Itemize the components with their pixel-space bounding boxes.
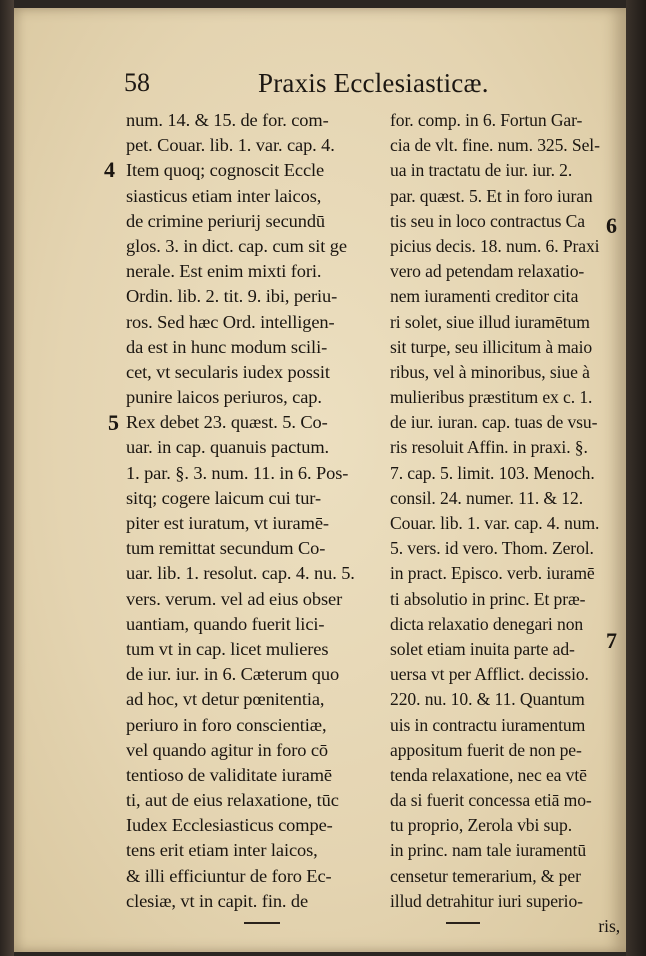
- left-text-column: [126, 108, 380, 914]
- text-line: num. 14. & 15. de for. com-: [126, 110, 329, 130]
- text-line: ros. Sed hæc Ord. intelligen-: [126, 311, 335, 332]
- text-line: Rex debet 23. quæst. 5. Co-: [126, 412, 328, 433]
- book-page: [14, 8, 626, 952]
- text-line: ribus, vel à minoribus, siue à: [390, 361, 590, 382]
- text-line: picius decis. 18. num. 6. Praxi: [390, 235, 600, 256]
- text-line: uantiam, quando fuerit lici-: [126, 613, 325, 634]
- text-line: de iur. iur. in 6. Cæterum quo: [126, 664, 340, 685]
- text-line: ua in tractatu de iur. iur. 2.: [390, 160, 573, 181]
- text-line: clesiæ, vt in capit. fin. de: [126, 890, 309, 911]
- text-line: tis seu in loco contractus Ca: [390, 210, 585, 231]
- text-line: vel quando agitur in foro cō: [126, 739, 328, 760]
- text-line: mulieribus præstitum ex c. 1.: [390, 387, 593, 408]
- text-line: vers. verum. vel ad eius obser: [126, 588, 343, 609]
- text-line: ti absolutio in princ. Et præ-: [390, 588, 586, 609]
- catchword: ris,: [598, 916, 620, 936]
- binding-gutter: [626, 0, 646, 956]
- margin-number-4: 4: [104, 157, 115, 182]
- text-line: siasticus etiam inter laicos,: [126, 185, 322, 206]
- text-line: par. quæst. 5. Et in foro iuran: [390, 185, 593, 206]
- text-line: cet, vt secularis iudex possit: [126, 361, 330, 382]
- text-line: solet etiam inuita parte ad-: [390, 638, 575, 659]
- right-text-column: [390, 108, 620, 939]
- text-line: 5. vers. id vero. Thom. Zerol.: [390, 538, 594, 559]
- text-line: sit turpe, seu illicitum à maio: [390, 336, 593, 357]
- text-line: ri solet, siue illud iuramētum: [390, 311, 590, 332]
- text-line: nem iuramenti creditor cita: [390, 286, 579, 307]
- margin-number-5: 5: [108, 410, 119, 435]
- text-line: consil. 24. numer. 11. & 12.: [390, 487, 583, 508]
- text-line: illud detrahitur iuri superio-: [390, 890, 583, 911]
- text-line: censetur temerarium, & per: [390, 865, 581, 886]
- text-line: Ordin. lib. 2. tit. 9. ibi, periu-: [126, 286, 338, 307]
- text-line: & illi efficiuntur de foro Ec-: [126, 865, 332, 886]
- text-line: 220. nu. 10. & 11. Quantum: [390, 689, 585, 710]
- text-line: da si fuerit concessa etiā mo-: [390, 790, 592, 811]
- text-line: tentioso de validitate iuramē: [126, 764, 332, 785]
- text-line: Couar. lib. 1. var. cap. 4. num.: [390, 513, 600, 533]
- margin-number-7: 7: [606, 628, 617, 653]
- text-line: Iudex Ecclesiasticus compe-: [126, 815, 333, 836]
- text-line: glos. 3. in dict. cap. cum sit ge: [126, 235, 347, 256]
- page-header: [14, 64, 626, 100]
- text-line: punire laicos periuros, cap.: [126, 387, 322, 408]
- text-line: vero ad petendam relaxatio-: [390, 261, 585, 282]
- text-line: nerale. Est enim mixti fori.: [126, 261, 322, 282]
- text-line: 1. par. §. 3. num. 11. in 6. Pos-: [126, 462, 349, 483]
- left-page-edge: [0, 0, 14, 956]
- text-line: ad hoc, vt detur pœnitentia,: [126, 689, 325, 710]
- text-line: cia de vlt. fine. num. 325. Sel-: [390, 135, 600, 156]
- text-line: tum remittat secundum Co-: [126, 538, 326, 559]
- text-line: tu proprio, Zerola vbi sup.: [390, 815, 573, 836]
- text-line: uar. in cap. quanuis pactum.: [126, 437, 330, 458]
- text-line: tum vt in cap. licet mulieres: [126, 638, 329, 659]
- text-line: de iur. iuran. cap. tuas de vsu-: [390, 412, 598, 433]
- text-line: da est in hunc modum scili-: [126, 336, 328, 357]
- text-line: ris resoluit Affin. in praxi. §.: [390, 437, 588, 458]
- text-line: uar. lib. 1. resolut. cap. 4. nu. 5.: [126, 563, 355, 584]
- text-line: ti, aut de eius relaxatione, tūc: [126, 790, 339, 811]
- text-line: sitq; cogere laicum cui tur-: [126, 487, 321, 508]
- text-line: dicta relaxatio denegari non: [390, 613, 584, 634]
- running-title: Praxis Ecclesiasticæ.: [258, 68, 489, 98]
- text-line: tens erit etiam inter laicos,: [126, 840, 318, 861]
- text-line: Item quoq; cognoscit Eccle: [126, 160, 325, 181]
- text-line: periuro in foro conscientiæ,: [126, 714, 327, 735]
- text-line: in pract. Episco. verb. iuramē: [390, 563, 595, 584]
- text-line: pet. Couar. lib. 1. var. cap. 4.: [126, 135, 335, 156]
- text-line: appositum fuerit de non pe-: [390, 739, 582, 760]
- text-line: for. comp. in 6. Fortun Gar-: [390, 110, 583, 130]
- page-number: 58: [124, 68, 150, 97]
- text-line: de crimine periurij secundū: [126, 210, 326, 231]
- text-line: uis in contractu iuramentum: [390, 714, 586, 735]
- text-line: 7. cap. 5. limit. 103. Menoch.: [390, 462, 595, 483]
- text-line: piter est iuratum, vt iuramē-: [126, 513, 329, 533]
- text-line: tenda relaxatione, nec ea vtē: [390, 764, 587, 785]
- bottom-rule-left: [244, 922, 280, 924]
- bottom-rule-right: [446, 922, 480, 924]
- text-line: in princ. nam tale iuramentū: [390, 840, 587, 861]
- text-line: uersa vt per Afflict. decissio.: [390, 664, 589, 685]
- margin-number-6: 6: [606, 213, 617, 238]
